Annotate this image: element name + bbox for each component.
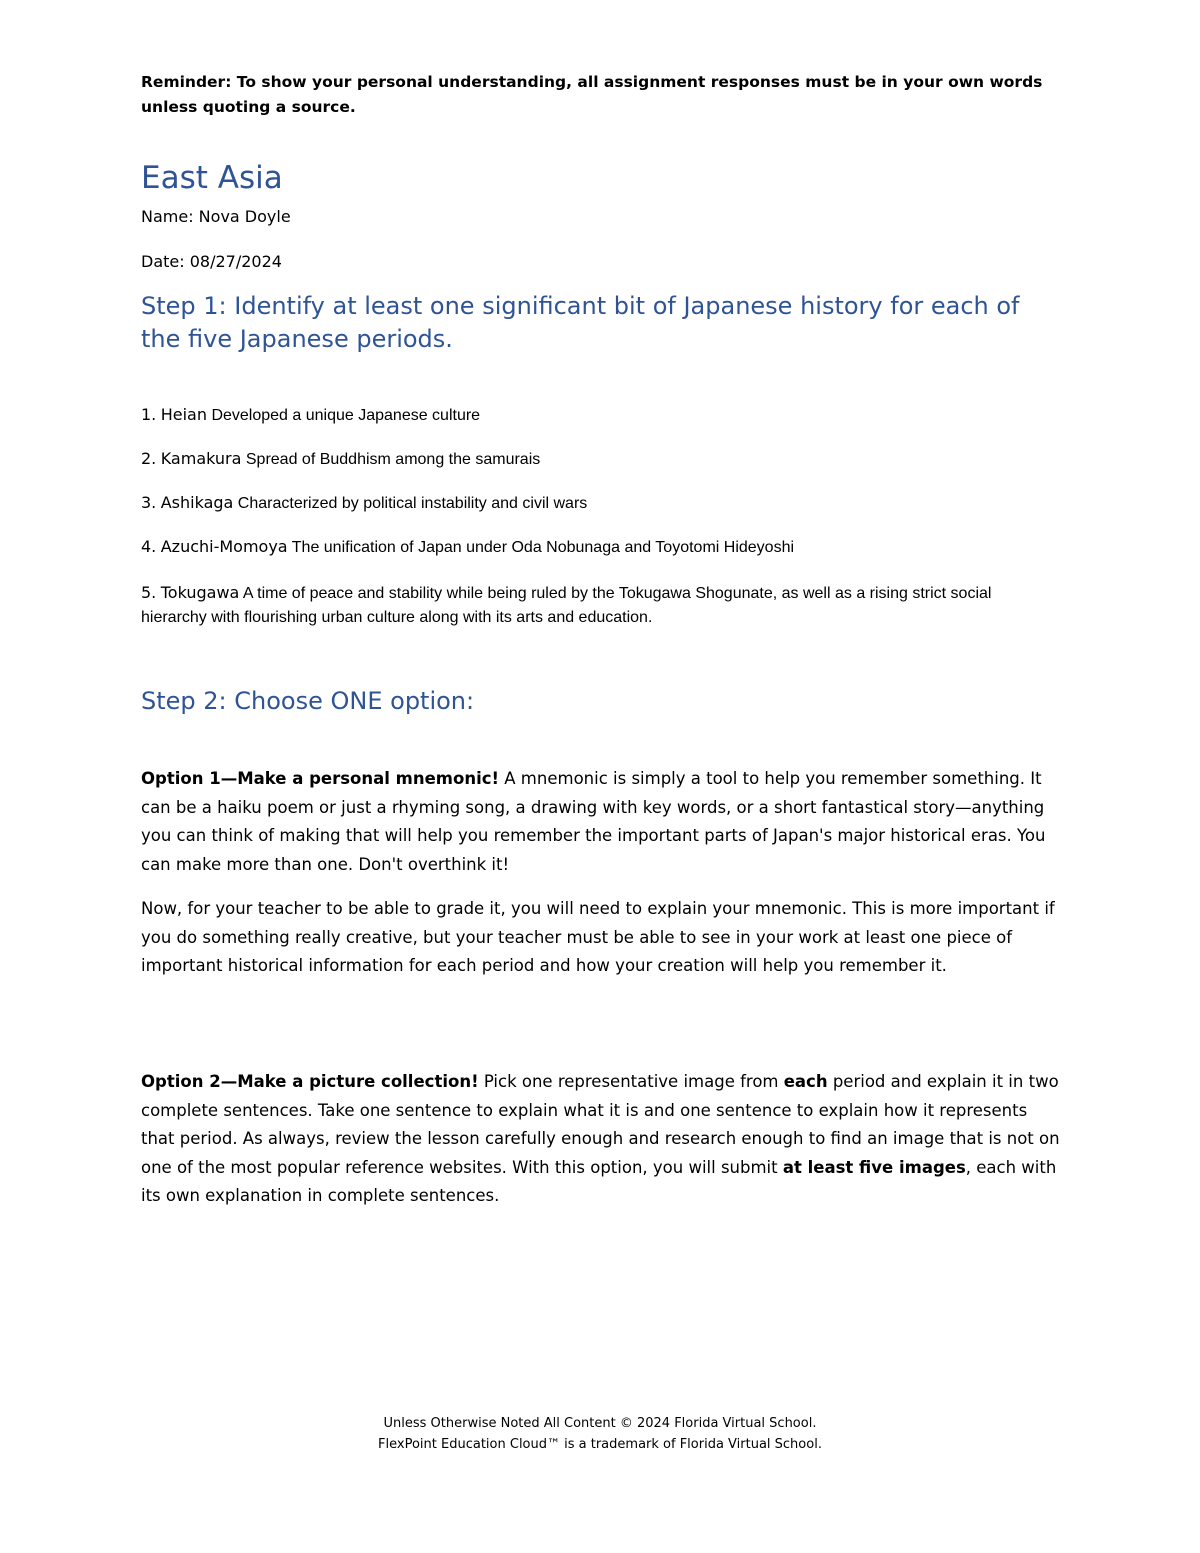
option2-five-images: at least five images — [782, 1157, 966, 1177]
period-detail: The unification of Japan under Oda Nobunaga and Toyotomi Hideyoshi — [291, 539, 795, 556]
period-name: Tokugawa — [160, 583, 240, 602]
option1-grading-paragraph: Now, for your teacher to be able to grade it, you will need to explain your mnemonic. This is more important if you do something really creative, but your teacher must be able to see in your work at least one piece of important historical information for each period and how your creation will help you remember it. — [141, 899, 1055, 975]
page-title: East Asia — [141, 160, 283, 196]
period-name: Azuchi-Momoya — [160, 537, 288, 556]
option2-text-b: period and explain it in two complete sentences. Take one sentence to explain what it is and one sentence to explain how it represents that period. As always, review the lesson carefully enough and research enough to find an image that is not on one of the most popular reference websites. With this option, you will submit — [141, 1072, 1060, 1177]
footer-trademark: FlexPoint Education Cloud™ is a trademark of Florida Virtual School. — [378, 1437, 822, 1452]
period-detail: Characterized by political instability and civil wars — [237, 495, 588, 512]
period-item — [141, 535, 1051, 560]
period-number: 2. — [141, 449, 157, 468]
student-name: Name: Nova Doyle — [141, 207, 291, 226]
period-name: Kamakura — [160, 449, 242, 468]
option2-text-c: , each with its own explanation in complete sentences. — [141, 1157, 1057, 1205]
period-name: Ashikaga — [160, 493, 234, 512]
step2-heading: Step 2: Choose ONE option: — [141, 687, 475, 715]
period-detail: Developed a unique Japanese culture — [211, 407, 481, 424]
reminder-lead: Reminder: — [141, 73, 232, 91]
period-detail: A time of peace and stability while being ruled by the Tokugawa Shogunate, as well as a rising strict social hierarchy with flourishing urban culture along with its arts and education. — [141, 585, 992, 626]
period-detail: Spread of Buddhism among the samurais — [245, 451, 541, 468]
period-item — [141, 447, 1051, 472]
period-number: 4. — [141, 537, 157, 556]
option2-title: Option 2—Make a picture collection! — [141, 1072, 479, 1091]
step1-heading: Step 1: Identify at least one significant bit of Japanese history for each of the five Japanese periods. — [141, 292, 1020, 353]
option2-each: each — [783, 1072, 828, 1091]
footer-copyright: Unless Otherwise Noted All Content © 2024 Florida Virtual School. — [383, 1416, 817, 1431]
reminder-text: To show your personal understanding, all assignment responses must be in your own words unless quoting a source. — [141, 73, 1043, 116]
period-item — [141, 403, 1051, 428]
option1-paragraph — [141, 765, 1061, 879]
option1-text: A mnemonic is simply a tool to help you remember something. It can be a haiku poem or just a rhyming song, a drawing with key words, or a short fantastical story—anything you can think of making that will help you remember the important parts of Japan's major historical eras. You can make more than one. Don't overthink it! — [141, 769, 1046, 874]
option1-title: Option 1—Make a personal mnemonic! — [141, 769, 500, 788]
period-item — [141, 581, 1051, 630]
option2-text-a: Pick one representative image from — [478, 1072, 784, 1091]
period-name: Heian — [160, 405, 207, 424]
period-number: 1. — [141, 405, 157, 424]
period-item — [141, 491, 1051, 516]
reminder-note — [141, 70, 1051, 120]
page-footer — [0, 1413, 1200, 1455]
assignment-date: Date: 08/27/2024 — [141, 252, 282, 271]
period-number: 5. — [141, 583, 157, 602]
period-number: 3. — [141, 493, 157, 512]
option2-paragraph — [141, 1068, 1061, 1211]
